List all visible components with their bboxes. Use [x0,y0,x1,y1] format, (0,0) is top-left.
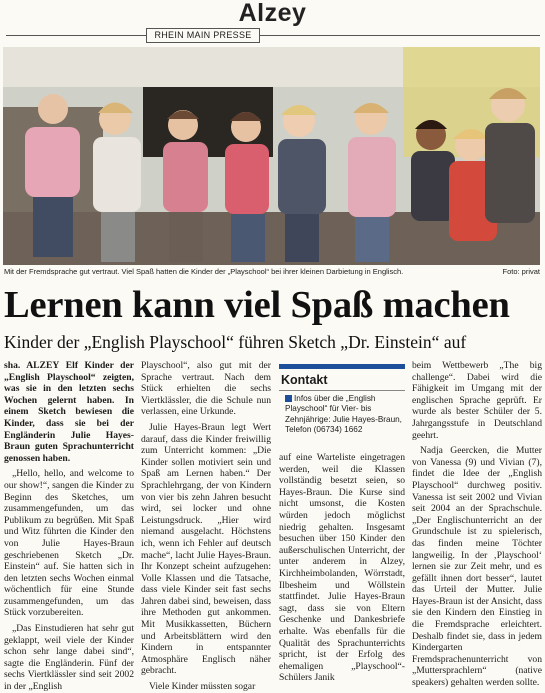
contact-box-text: Infos über die „English Playschool“ für Vier- bis Zehnjährige: Julie Hayes-Braun, Telefon (06734) 1662 [285,394,402,434]
bullet-square-icon [285,395,292,402]
photo-credit: Foto: privat [502,267,540,276]
masthead [0,0,545,40]
column-3-flow [279,452,405,688]
lead-text: Elf Kinder der „English Playschool“ zeigten, was sie in den letzten sechs Wochen gelernt haben. In einem Sketch bewiesen die Kinder, dass sie bei der Engländerin Julie Hayes-Braun guten Sprachunterricht genossen haben. [4,360,134,464]
article-photo [3,47,540,265]
photo-caption-text: Mit der Fremdsprache gut vertraut. Viel Spaß hatten die Kinder der „Playschool“ bei ihrer kleinen Darbietung in Englisch. [4,267,404,276]
children-photo-illustration [3,47,540,265]
body-paragraph: Playschool“, also gut mit der Sprache vertraut. Nach dem Stück erhielten die sechs Viertklässler, die die Schule nun verlassen, eine Urkunde. [141,360,271,418]
contact-box-title: Kontakt [279,369,405,391]
body-paragraph: Viele Kinder müssten sogar [149,681,256,693]
photo-caption [4,267,540,277]
masthead-city: Alzey [238,0,307,27]
article-column-1 [4,360,134,693]
lead-paragraph [4,360,134,464]
masthead-paper-name: RHEIN MAIN PRESSE [146,28,260,43]
contact-box-body [279,391,405,435]
body-paragraph: Julie Hayes-Braun legt Wert darauf, dass die Kinder freiwillig zum Unterricht kommen: „Die Kinder sollen motiviert sein und Spaß am Lernen haben.“ Der Sprachlehrgang, der von Kindern von vier bis zehn Jahren besucht wird, sei locker und ohne Leistungsdruck. „Hier wird niemand ausgelacht. Höchstens ich, wenn ich Fehler auf deutsch mache“, lacht Julie Hayes-Braun. Ihr Konzept scheint aufzugehen: Volle Klassen und die Tatsache, dass viele Kinder seit fast sechs Jahren dabei sind, beweisen, dass ihre Methoden gut ankommen. Mit Musikkassetten, Büchern und Arbeitsblättern wird den Kindern in entspannter Atmosphäre Englisch näher gebracht. [141,421,271,677]
body-paragraph: Nadja Geercken, die Mutter von Vanessa (9) und Vivian (7), findet die Idee der „English Playschool“ durchweg positiv. Vanessa ist seit 2002 und Vivian seit 2004 an der Sprachschule. „Der Englischunterricht an der Grundschule ist zu spielerisch, das finden meine Töchter langweilig. In der ‚Playschool‘ lernen sie zur Zeit mehr, und es gefällt ihnen dort besser“, lautet das Urteil der Mutter. Julie Hayes-Braun ist der Ansicht, dass sie den Kindern den Einstieg in die Fremdsprache erleichtert. Deshalb findet sie, dass in jedem Kindergarten Fremdsprachenunterricht von „Muttersprachlern“ (native speakers) gehalten werden sollte. [412,445,542,689]
article-subheadline: Kinder der „English Playschool“ führen Sketch „Dr. Einstein“ auf [4,332,467,352]
contact-box [279,364,405,445]
article-column-4 [412,360,542,689]
dateline: sha. ALZEY [4,360,60,371]
body-paragraph: „Das Einstudieren hat sehr gut geklappt, weil viele der Kinder schon sehr lange dabei sind“, sagte die Engländerin. Fünf der sechs Viertklässler sind seit 2002 in der „English [4,623,134,693]
body-paragraph: beim Wettbewerb „The big challenge“. Dabei wird die Fähigkeit im Umgang mit der englischen Sprache geprüft. Er wurde als bester Schüler der 5. Jahrgangsstufe in Deutschland geehrt. [412,360,542,441]
article-column-2 [141,360,271,693]
article-headline: Lernen kann viel Spaß machen [4,284,510,326]
masthead-rule-right [258,35,540,36]
masthead-rule-left [6,35,146,36]
body-paragraph: auf eine Warteliste eingetragen werden, weil die Klassen vollständig besetzt seien, so Hayes-Braun. Die Kurse sind nicht umsonst, die Kosten würden jedoch möglichst niedrig gehalten. Insgesamt besuchen über 150 Kinder den außerschulischen Unterricht, der unter anderem in Alzey, Kirchheimbolanden, Wörrstadt, Ilbesheim und Wöllstein stattfindet. Julie Hayes-Braun sagt, dass sie von Eltern Geschenke und Dankesbriefe erhalte. Was ebenfalls für die Qualität des Sprachunterrichts spricht, ist der Erfolg des ehemaligen „Playschool“-Schülers Janik [279,452,405,684]
body-paragraph: „Hello, hello, and welcome to our show!“, sangen die Kinder zu Beginn des Sketches, um zusammengefunden, um das Publikum zu begrüßen. Mit Spaß und Witz führten die Kinder den von Julie Hayes-Braun geschriebenen Sketch „Dr. Einstein“ auf. Sie hatten sich in den letzten sechs Wochen einmal wöchentlich für eine Stunde zusammengefunden, um das Stück vorzubereiten. [4,468,134,619]
